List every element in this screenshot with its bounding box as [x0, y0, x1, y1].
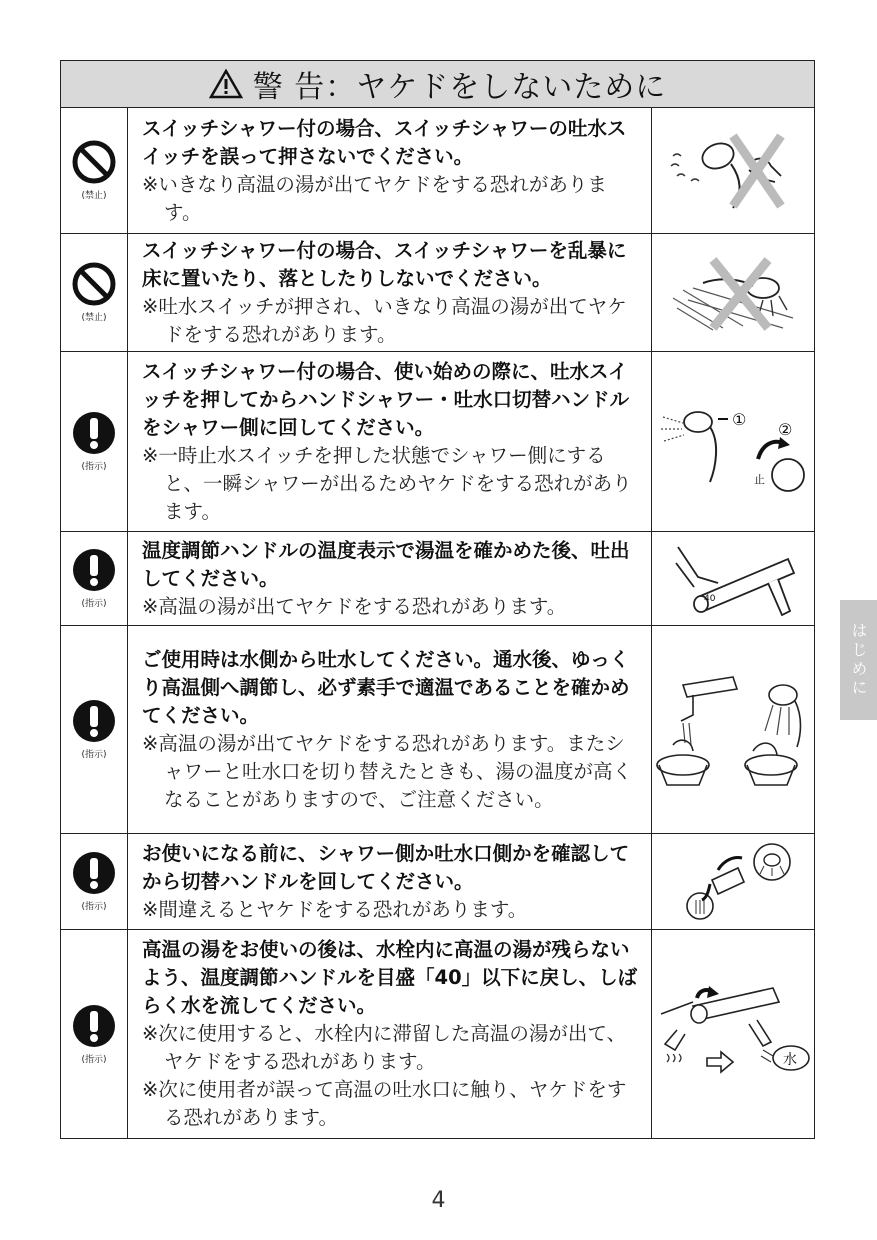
illustration-cell	[652, 234, 814, 351]
prohibit-mark	[61, 108, 128, 233]
warning-row-2	[61, 234, 814, 352]
illustration-cell	[652, 108, 814, 233]
warning-note: ※間違えるとヤケドをする恐れがあります。	[142, 897, 528, 921]
section-tab-label: はじめに	[849, 622, 868, 698]
warning-row-4	[61, 532, 814, 626]
instruct-mark	[61, 532, 128, 625]
temperature-scale-label: 40	[704, 593, 716, 604]
warning-triangle-icon	[209, 69, 243, 99]
switch-handle-illustration	[668, 840, 798, 924]
stop-label: 止	[754, 472, 765, 486]
warning-note: ※いきなり高温の湯が出てヤケドをする恐れがあります。	[142, 172, 607, 224]
warning-note: ※次に使用すると、水栓内に滞留した高温の湯が出て、ヤケドをする恐れがあります。	[142, 1022, 626, 1073]
warning-main-text: スイッチシャワー付の場合、使い始めの際に、吐水スイッチを押してからハンドシャワー・吐水口切替ハンドルをシャワー側に回してください。	[142, 359, 630, 439]
warning-main-text: 高温の湯をお使いの後は、水栓内に高温の湯が残らないよう、温度調節ハンドルを目盛「40」以下に戻し、しばらく水を流してください。	[142, 938, 638, 1017]
instruct-mark	[61, 352, 128, 531]
flush-water-illustration	[653, 984, 813, 1084]
warning-main-text: ご使用時は水側から吐水してください。通水後、ゆっくり高温側へ調節し、必ず素手で適温であることを確かめてください。	[142, 647, 630, 727]
shower-switch-illustration	[658, 387, 808, 497]
warning-text	[128, 352, 652, 531]
instruct-mark	[61, 834, 128, 929]
warning-header	[61, 61, 814, 108]
warning-note: ※高温の湯が出てヤケドをする恐れがあります。	[142, 594, 567, 618]
illustration-cell	[652, 626, 814, 833]
exclamation-icon	[72, 548, 116, 592]
warning-main-text: スイッチシャワー付の場合、スイッチシャワーを乱暴に床に置いたり、落としたりしないでください。	[142, 238, 627, 290]
instruct-mark	[61, 626, 128, 833]
warning-note: ※次に使用者が誤って高温の吐水口に触り、ヤケドをする恐れがあります。	[142, 1078, 627, 1129]
warning-row-5	[61, 626, 814, 834]
prohibit-caption: (禁止)	[81, 191, 107, 201]
shower-head-crossed-illustration	[663, 126, 803, 216]
temperature-handle-illustration	[658, 537, 808, 621]
instruct-caption: (指示)	[81, 599, 107, 609]
warning-main-text: お使いになる前に、シャワー側か吐水口側かを確認してから切替ハンドルを回してください。	[142, 841, 630, 893]
prohibit-caption: (禁止)	[81, 313, 107, 323]
page-number: 4	[431, 1188, 446, 1213]
instruct-caption: (指示)	[81, 1054, 107, 1065]
warning-row-7	[61, 930, 814, 1138]
illustration-cell	[652, 532, 814, 625]
instruct-mark	[61, 930, 128, 1138]
prohibit-mark	[61, 234, 128, 351]
warning-text	[128, 626, 652, 833]
water-label: 水	[783, 1052, 797, 1068]
warning-row-1	[61, 108, 814, 234]
warning-note: ※高温の湯が出てヤケドをする恐れがあります。またシャワーと吐水口を切り替えたときも、湯の温度が高くなることがありますので、ご注意ください。	[142, 731, 633, 811]
warning-note: ※吐水スイッチが押され、いきなり高温の湯が出てヤケドをする恐れがあります。	[142, 294, 627, 346]
exclamation-icon	[72, 1004, 116, 1048]
section-tab[interactable]	[840, 600, 877, 720]
instruct-caption: (指示)	[81, 902, 107, 912]
warning-text	[128, 930, 652, 1138]
exclamation-icon	[72, 411, 116, 455]
hand-test-water-illustration	[653, 665, 813, 795]
warning-row-3	[61, 352, 814, 532]
warning-title: 警 告：ヤケドをしないために	[252, 70, 667, 105]
prohibition-icon	[72, 140, 116, 184]
step-2-label: ②	[778, 419, 793, 439]
warning-row-6	[61, 834, 814, 930]
instruct-caption: (指示)	[81, 462, 107, 472]
shower-dropped-crossed-illustration	[663, 248, 803, 338]
exclamation-icon	[72, 851, 116, 895]
illustration-cell	[652, 930, 814, 1138]
warning-main-text: スイッチシャワー付の場合、スイッチシャワーの吐水スイッチを誤って押さないでください。	[142, 116, 627, 168]
warning-main-text: 温度調節ハンドルの温度表示で湯温を確かめた後、吐出してください。	[142, 538, 630, 590]
illustration-cell	[652, 352, 814, 531]
illustration-cell	[652, 834, 814, 929]
warning-text	[128, 108, 652, 233]
warning-text	[128, 532, 652, 625]
warning-text	[128, 234, 652, 351]
warning-text	[128, 834, 652, 929]
warning-note: ※一時止水スイッチを押した状態でシャワー側にすると、一瞬シャワーが出るためヤケドをする恐れがあります。	[142, 443, 632, 523]
prohibition-icon	[72, 262, 116, 306]
instruct-caption: (指示)	[81, 750, 107, 760]
warning-table	[60, 60, 815, 1139]
exclamation-icon	[72, 699, 116, 743]
step-1-label: ①	[732, 409, 747, 429]
